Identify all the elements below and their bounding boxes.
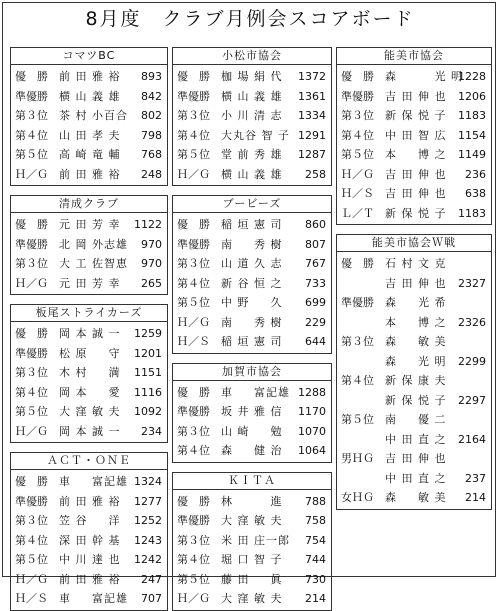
player-name: 深 田 幹 基 [59, 533, 121, 547]
player-name: 堂 前 秀 雄 [221, 148, 283, 161]
rank-label: 第４位 [177, 276, 210, 290]
result-row [337, 391, 491, 411]
player-name: 吉 田 伸 也 [385, 276, 447, 290]
rank-label: 第３位 [341, 109, 374, 122]
rank-label: 準優勝 [177, 514, 210, 527]
rank-label: 第４位 [15, 533, 48, 547]
result-list [337, 65, 491, 223]
result-list [173, 381, 331, 461]
player-name: 森 光 明 [385, 354, 447, 368]
player-name: 中 川 達 也 [59, 553, 121, 566]
result-row [173, 550, 331, 570]
player-name: 吉 田 伸 也 [385, 187, 447, 200]
player-name: 森 敏 美 [385, 491, 447, 504]
rank-label: 準優勝 [177, 237, 210, 251]
score-value: 1149 [458, 148, 486, 161]
result-row [173, 332, 331, 352]
rank-label: 優 勝 [177, 385, 210, 399]
rank-label: 第３位 [177, 109, 210, 122]
player-name: 藤 田 眞 [221, 572, 283, 586]
club-box [10, 47, 168, 186]
score-value: 733 [305, 276, 326, 290]
rank-label: 準優勝 [15, 346, 48, 360]
rank-label: 第３位 [15, 366, 48, 379]
player-name: 坂 井 雅 信 [221, 405, 283, 418]
result-list [11, 213, 167, 293]
score-value: 802 [141, 109, 162, 122]
rank-label: 第３位 [15, 514, 48, 527]
player-name: 前 田 雅 裕 [59, 572, 121, 586]
result-row [11, 383, 167, 403]
player-name: 車 富記雄 [59, 592, 128, 605]
player-name: 米 田 庄一郎 [221, 533, 290, 547]
score-value: 1183 [458, 206, 486, 220]
rank-label: Ｌ／Ｔ [341, 206, 374, 220]
result-row [11, 492, 167, 512]
rank-label: 優 勝 [15, 327, 48, 340]
result-row [337, 449, 491, 469]
score-value: 1183 [458, 109, 486, 122]
player-name: 山 田 孝 夫 [59, 128, 121, 142]
player-name: 山 道 久 志 [221, 257, 283, 270]
score-value: 1291 [298, 128, 326, 142]
result-row [173, 235, 331, 255]
rank-label: 優 勝 [15, 70, 48, 83]
result-row [11, 422, 167, 442]
score-value: 754 [305, 533, 326, 547]
result-row [173, 589, 331, 609]
result-row [11, 344, 167, 364]
player-name: 本 博 之 [385, 148, 447, 161]
score-value: 744 [305, 553, 326, 566]
result-row [337, 410, 491, 430]
player-name: 茶 村 小百合 [59, 109, 128, 122]
player-name: 笠 谷 洋 [59, 514, 121, 527]
score-value: 2327 [458, 276, 486, 290]
score-value: 258 [305, 167, 326, 181]
score-value: 970 [141, 237, 162, 251]
result-row [337, 204, 491, 224]
result-row [11, 87, 167, 107]
club-box [10, 452, 168, 611]
result-list [11, 322, 167, 441]
result-row [337, 293, 491, 313]
result-list [337, 252, 491, 508]
club-box [336, 47, 492, 225]
player-name: 木 村 満 [59, 366, 121, 379]
rank-label: 準優勝 [15, 89, 48, 103]
score-value: 644 [305, 335, 326, 348]
club-name: 能美市協会 [337, 48, 491, 65]
rank-label: 第４位 [341, 374, 374, 387]
score-value: 767 [305, 257, 326, 270]
score-value: 730 [305, 572, 326, 586]
score-value: 860 [305, 218, 326, 231]
player-name: 新 谷 恒 之 [221, 276, 283, 290]
player-name: 林 進 [221, 494, 283, 508]
player-name: 山 崎 勉 [221, 424, 283, 438]
rank-label: Ｈ／Ｇ [177, 315, 210, 329]
result-row [337, 67, 491, 87]
club-box [172, 472, 332, 611]
score-value: 1324 [134, 475, 162, 488]
score-value: 707 [141, 592, 162, 605]
score-value: 1122 [134, 218, 162, 231]
score-value: 1170 [298, 405, 326, 418]
result-row [337, 371, 491, 391]
rank-label: 男ＨＧ [341, 452, 374, 465]
score-value: 807 [305, 237, 326, 251]
rank-label: 第５位 [341, 148, 374, 161]
score-value: 758 [305, 514, 326, 527]
score-value: 248 [141, 167, 162, 181]
rank-label: 第４位 [15, 385, 48, 399]
player-name: 石 村 文 克 [385, 257, 447, 270]
rank-label: 準優勝 [15, 494, 48, 508]
player-name: 吉 田 伸 也 [385, 167, 447, 181]
rank-label: 第３位 [341, 335, 374, 348]
score-value: 798 [141, 128, 162, 142]
rank-label: 優 勝 [341, 257, 374, 270]
player-name: 高 崎 竜 輔 [59, 148, 121, 161]
player-name: 岡 本 愛 [59, 385, 121, 399]
rank-label: Ｈ／Ｓ [15, 592, 48, 605]
score-value: 768 [141, 148, 162, 161]
result-row [173, 570, 331, 590]
result-row [173, 274, 331, 294]
score-value: 265 [141, 276, 162, 290]
score-value: 1243 [134, 533, 162, 547]
player-name: 吉 田 伸 也 [385, 89, 447, 103]
club-name: ブービーズ [173, 196, 331, 213]
result-row [173, 422, 331, 442]
player-name: 横 山 義 雄 [59, 89, 121, 103]
result-row [173, 254, 331, 274]
result-row [337, 274, 491, 294]
result-row [173, 531, 331, 551]
rank-label: 第５位 [15, 405, 48, 418]
score-value: 1116 [134, 385, 162, 399]
result-list [173, 213, 331, 352]
result-list [173, 65, 331, 184]
score-value: 2299 [458, 354, 486, 368]
result-row [337, 430, 491, 450]
player-name: 南 優 二 [385, 413, 447, 426]
score-value: 1064 [298, 444, 326, 457]
score-value: 1252 [134, 514, 162, 527]
club-name: ＡＣＴ・ＯＮＥ [11, 453, 167, 470]
player-name: 松 原 守 [59, 346, 121, 360]
result-row [11, 324, 167, 344]
result-row [337, 254, 491, 274]
result-row [11, 67, 167, 87]
rank-label: 第３位 [15, 257, 48, 270]
rank-label: 第４位 [177, 128, 210, 142]
result-row [337, 145, 491, 165]
result-row [11, 126, 167, 146]
result-row [337, 87, 491, 107]
score-value: 1242 [134, 553, 162, 566]
score-value: 1070 [298, 424, 326, 438]
player-name: 前 田 雅 裕 [59, 70, 121, 83]
score-value: 229 [305, 315, 326, 329]
score-value: 2164 [458, 432, 486, 446]
result-row [11, 531, 167, 551]
result-row [11, 511, 167, 531]
page-title: 8月度 クラブ月例会スコアボード [85, 8, 415, 30]
player-name: 新 保 康 夫 [385, 374, 447, 387]
rank-label: 準優勝 [15, 237, 48, 251]
result-row [173, 441, 331, 461]
score-value: 1092 [134, 405, 162, 418]
score-value: 214 [465, 491, 486, 504]
result-row [11, 472, 167, 492]
player-name: 北 岡 外志雄 [59, 237, 128, 251]
result-row [173, 215, 331, 235]
player-name: 本 博 之 [385, 315, 447, 329]
player-name: 元 田 芳 幸 [59, 276, 121, 290]
rank-label: 優 勝 [177, 218, 210, 231]
rank-label: 第３位 [15, 109, 48, 122]
rank-label: Ｈ／Ｇ [15, 276, 48, 290]
score-value: 1259 [134, 327, 162, 340]
player-name: 大 窪 敏 夫 [221, 514, 283, 527]
score-value: 214 [305, 592, 326, 605]
club-name: ＫＩＴＡ [173, 473, 331, 490]
score-value: 970 [141, 257, 162, 270]
score-value: 699 [305, 296, 326, 309]
result-row [173, 313, 331, 333]
score-value: 1334 [298, 109, 326, 122]
rank-label: 優 勝 [341, 70, 374, 83]
result-row [173, 511, 331, 531]
rank-label: 第３位 [177, 257, 210, 270]
score-value: 247 [141, 572, 162, 586]
player-name: 堀 口 智 子 [221, 553, 283, 566]
result-row [173, 383, 331, 403]
result-row [173, 492, 331, 512]
player-name: 前 田 雅 裕 [59, 494, 121, 508]
player-name: 稲 垣 憲 司 [221, 218, 283, 231]
player-name: 新 保 悦 子 [385, 206, 447, 220]
player-name: 中 野 久 [221, 296, 283, 309]
rank-label: Ｈ／Ｓ [341, 187, 374, 200]
result-row [173, 67, 331, 87]
result-list [11, 470, 167, 609]
result-row [11, 402, 167, 422]
score-value: 1201 [134, 346, 162, 360]
club-box [172, 195, 332, 354]
result-row [11, 274, 167, 294]
club-name: 加賀市協会 [173, 364, 331, 381]
player-name: 枷 場 絹 代 [221, 70, 283, 83]
player-name: 中 田 直 之 [385, 471, 447, 485]
club-box [10, 304, 168, 443]
club-box [172, 47, 332, 186]
player-name: 中 田 智 広 [385, 128, 447, 142]
rank-label: 第４位 [341, 128, 374, 142]
player-name: 小 川 清 志 [221, 109, 283, 122]
rank-label: 女ＨＧ [341, 491, 374, 504]
rank-label: Ｈ／Ｇ [15, 572, 48, 586]
result-row [11, 106, 167, 126]
score-value: 237 [465, 471, 486, 485]
rank-label: 第５位 [341, 413, 374, 426]
rank-label: 第３位 [177, 533, 210, 547]
player-name: 大 窪 敏 夫 [59, 405, 121, 418]
rank-label: 優 勝 [15, 218, 48, 231]
score-value: 2326 [458, 315, 486, 329]
player-name: 大 窪 敏 夫 [221, 592, 283, 605]
score-value: 234 [141, 424, 162, 438]
player-name: 岡 本 誠 一 [59, 327, 121, 340]
result-row [337, 332, 491, 352]
result-row [173, 106, 331, 126]
result-row [173, 293, 331, 313]
player-name: 南 秀 樹 [221, 315, 283, 329]
player-name: 大丸谷 智 子 [221, 128, 290, 142]
rank-label: 第５位 [177, 572, 210, 586]
result-row [173, 165, 331, 185]
player-name: 元 田 芳 幸 [59, 218, 121, 231]
player-name: 前 田 雅 裕 [59, 167, 121, 181]
result-row [11, 363, 167, 383]
rank-label: 第３位 [177, 424, 210, 438]
rank-label: 第５位 [15, 148, 48, 161]
result-row [173, 126, 331, 146]
club-name: 板尾ストライカーズ [11, 305, 167, 322]
result-row [337, 488, 491, 508]
score-value: 2297 [458, 393, 486, 407]
score-value: 1206 [458, 89, 486, 103]
score-value: 1361 [298, 89, 326, 103]
player-name: 車 富記雄 [221, 385, 290, 399]
club-name: コマツBC [11, 48, 167, 65]
player-name: 車 富記雄 [59, 475, 128, 488]
result-list [11, 65, 167, 184]
score-value: 638 [465, 187, 486, 200]
player-name: 大 工 佐智恵 [59, 257, 128, 270]
player-name: 新 保 悦 子 [385, 109, 447, 122]
result-row [337, 469, 491, 489]
player-name: 中 田 直 之 [385, 432, 447, 446]
player-name: 新 保 悦 子 [385, 393, 447, 407]
rank-label: 準優勝 [177, 405, 210, 418]
rank-label: 準優勝 [341, 296, 374, 309]
rank-label: Ｈ／Ｇ [15, 424, 48, 438]
rank-label: 第５位 [177, 296, 210, 309]
score-value: 1277 [134, 494, 162, 508]
club-name: 小松市協会 [173, 48, 331, 65]
club-name: 能美市協会Ｗ戦 [337, 235, 491, 252]
club-box [336, 234, 492, 510]
result-row [11, 145, 167, 165]
score-value: 842 [141, 89, 162, 103]
score-value: 1372 [298, 70, 326, 83]
score-value: 1288 [298, 385, 326, 399]
result-row [337, 106, 491, 126]
rank-label: Ｈ／Ｇ [341, 167, 374, 181]
result-row [11, 254, 167, 274]
score-value: 893 [141, 70, 162, 83]
score-value: 1287 [298, 148, 326, 161]
result-row [337, 352, 491, 372]
result-row [337, 313, 491, 333]
score-value: 236 [465, 167, 486, 181]
player-name: 森 光 希 [385, 296, 447, 309]
rank-label: Ｈ／Ｇ [177, 592, 210, 605]
rank-label: 優 勝 [177, 494, 210, 508]
rank-label: 第４位 [177, 444, 210, 457]
player-name: 森 健 治 [221, 444, 283, 457]
player-name: 南 秀 樹 [221, 237, 283, 251]
club-box [10, 195, 168, 295]
result-row [11, 215, 167, 235]
result-row [337, 165, 491, 185]
rank-label: 準優勝 [341, 89, 374, 103]
player-name: 岡 本 誠 一 [59, 424, 121, 438]
player-name: 横 山 義 雄 [221, 89, 283, 103]
result-row [337, 184, 491, 204]
result-row [11, 570, 167, 590]
rank-label: 準優勝 [177, 89, 210, 103]
result-list [173, 490, 331, 609]
rank-label: 第４位 [177, 553, 210, 566]
result-row [173, 402, 331, 422]
rank-label: 優 勝 [15, 475, 48, 488]
player-name: 吉 田 伸 也 [385, 452, 447, 465]
score-value: 1151 [134, 366, 162, 379]
rank-label: 第４位 [15, 128, 48, 142]
rank-label: Ｈ／Ｓ [177, 335, 210, 348]
rank-label: 第５位 [177, 148, 210, 161]
result-row [337, 126, 491, 146]
result-row [11, 165, 167, 185]
score-value: 1154 [458, 128, 486, 142]
player-name: 横 山 義 雄 [221, 167, 283, 181]
score-value: 1228 [458, 70, 486, 83]
player-name: 稲 垣 憲 司 [221, 335, 283, 348]
club-box [172, 363, 332, 463]
club-name: 清成クラブ [11, 196, 167, 213]
player-name: 森 光 明 [385, 70, 463, 83]
result-row [11, 550, 167, 570]
player-name: 森 敏 美 [385, 335, 447, 348]
result-row [173, 87, 331, 107]
result-row [11, 235, 167, 255]
score-value: 788 [305, 494, 326, 508]
result-row [11, 589, 167, 609]
result-row [173, 145, 331, 165]
rank-label: Ｈ／Ｇ [177, 167, 210, 181]
rank-label: 優 勝 [177, 70, 210, 83]
rank-label: 第５位 [15, 553, 48, 566]
rank-label: Ｈ／Ｇ [15, 167, 48, 181]
